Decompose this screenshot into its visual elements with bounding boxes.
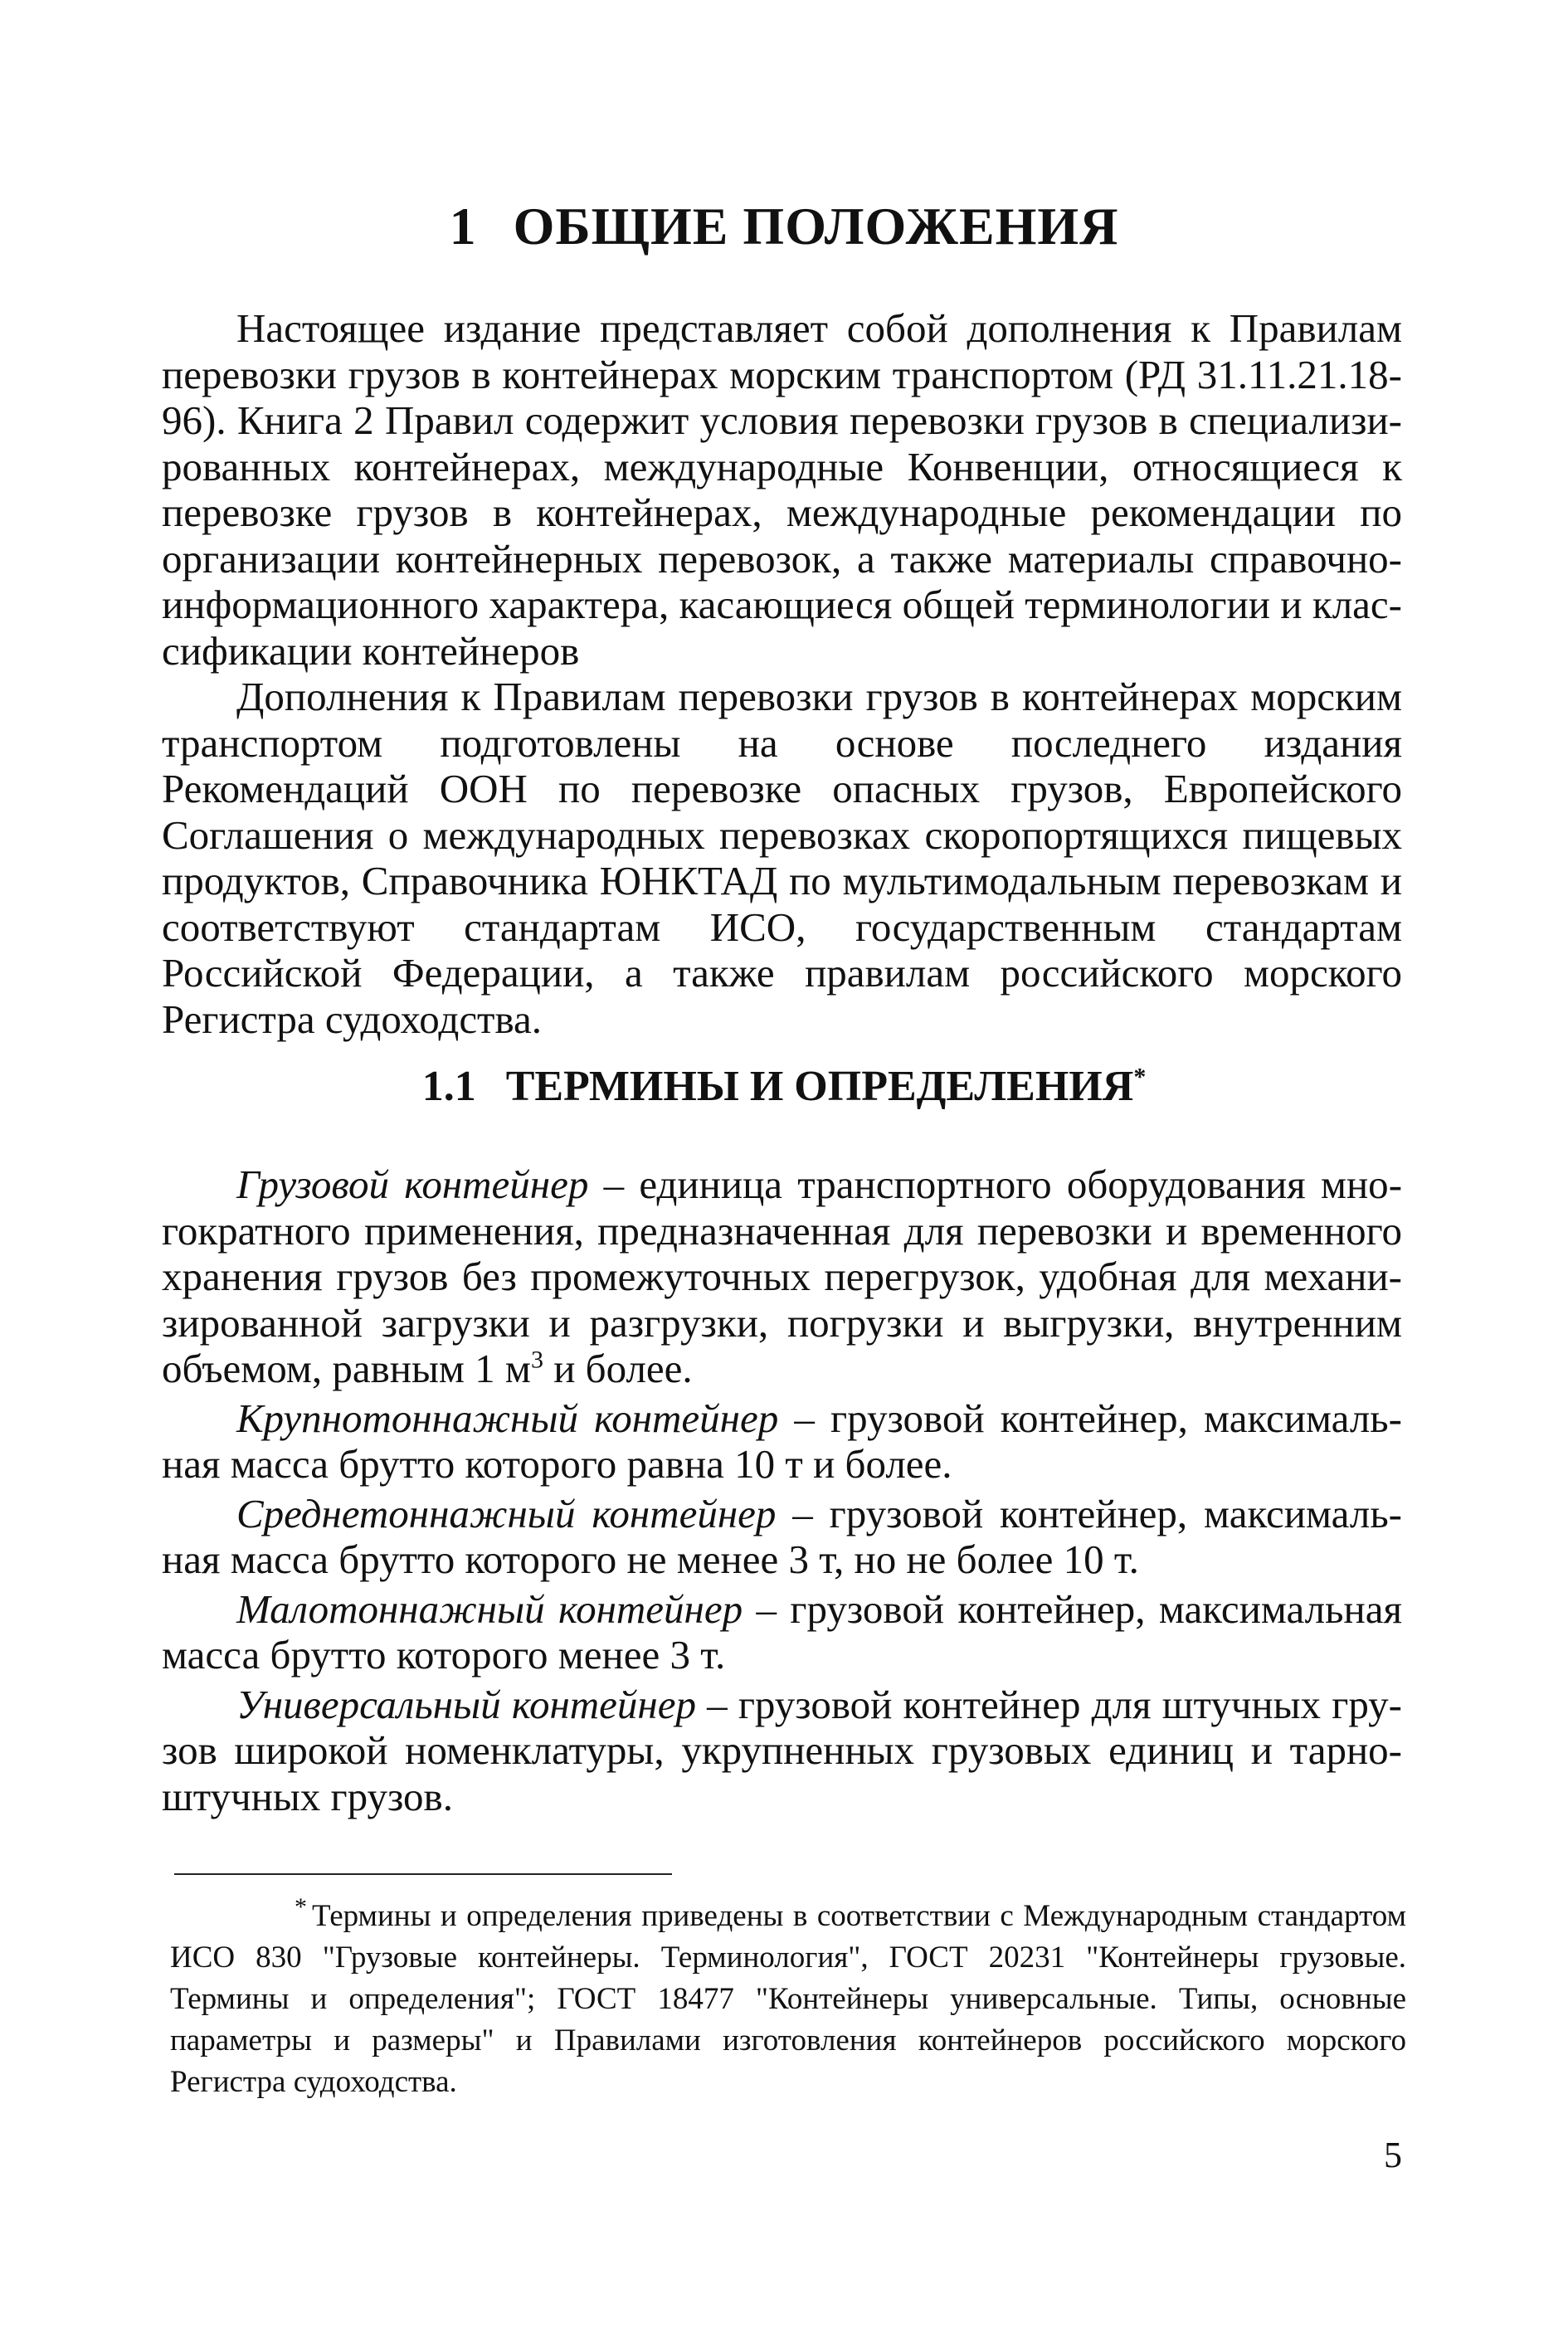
term-definition: [162, 1395, 1402, 1488]
term-name: Среднетоннажный контейнер: [236, 1490, 777, 1536]
footnote-mark: *: [295, 1892, 307, 1921]
term-definition: [162, 1161, 1402, 1392]
section-footnote-mark: *: [1133, 1063, 1147, 1091]
chapter-title: [0, 189, 1568, 264]
term-text-tail: и более.: [543, 1346, 693, 1391]
footnote-divider: [174, 1873, 672, 1875]
term-text: – грузовой контейнер, максимальная масса брутто которого равна 10 т и более.: [162, 1395, 1402, 1487]
footnote: [170, 1892, 1406, 2103]
terms-list: [162, 1161, 1402, 1823]
term-superscript: 3: [530, 1346, 543, 1374]
page-number: 5: [1384, 2135, 1402, 2175]
section-title: [0, 1054, 1568, 1120]
intro-text: [162, 305, 1402, 1042]
intro-paragraph-1: Настоящее издание представляет собой дополнения к Правилам перевозки грузов в контейнерах морским транспортом (РД 31.11.21.18-96). Книга 2 Правил содержит условия перевозки грузов в специализированных контейнерах, международные Конвенции, относящиеся к перевозке грузов в контейнерах, международные рекомендации по организации контейнерных перевозок, а также материалы справочно-информационного характера, касающиеся общей терминологии и классификации контейнеров: [162, 305, 1402, 674]
section-number: 1.1: [421, 1063, 476, 1110]
term-name: Грузовой контейнер: [236, 1161, 589, 1207]
term-definition: [162, 1491, 1402, 1583]
chapter-title-text: ОБЩИЕ ПОЛОЖЕНИЯ: [513, 197, 1119, 256]
footnote-text: Термины и определения приведены в соответствии с Международным стандартом ИСО 830 "Грузовые контейнеры. Терминология", ГОСТ 20231 "Контейнеры грузовые. Термины и определения"; ГОСТ 18477 "Контейнеры универсальные. Типы, основные параметры и размеры" и Правилами изготовления контейнеров российского морского Регистра судоходства.: [170, 1899, 1406, 2099]
term-definition: [162, 1586, 1402, 1678]
term-definition: [162, 1682, 1402, 1820]
term-text: – единица транспортного оборудования многократного применения, предназначенная для перевозки и временного хранения грузов без промежуточных перегрузок, удобная для механизированной загрузки и разгрузки, погрузки и выгрузки, внутренним объемом, равным 1 м: [162, 1161, 1403, 1391]
term-name: Крупнотоннажный контейнер: [236, 1395, 779, 1441]
term-text: – грузовой контейнер для штучных грузов широкой номенклатуры, укрупненных грузовых единиц и тарно-штучных грузов.: [162, 1681, 1402, 1819]
term-name: Малотоннажный контейнер: [236, 1585, 743, 1632]
section-title-text: ТЕРМИНЫ И ОПРЕДЕЛЕНИЯ: [505, 1063, 1134, 1110]
term-name: Универсальный контейнер: [236, 1681, 696, 1727]
term-text: – грузовой контейнер, максимальная масса брутто которого менее 3 т.: [162, 1585, 1402, 1678]
intro-paragraph-2: Дополнения к Правилам перевозки грузов в контейнерах морским транспортом подготовлены на основе последнего издания Рекомендаций ООН по перевозке опасных грузов, Европейского Соглашения о международных перевозках скоропортящихся пищевых продуктов, Справочника ЮНКТАД по мультимодальным перевозкам и соответствуют стандартам ИСО, государственным стандартам Российской Федерации, а также правилам российского морского Регистра судоходства.: [162, 674, 1402, 1042]
term-text: – грузовой контейнер, максимальная масса брутто которого не менее 3 т, но не более 10 т.: [162, 1490, 1402, 1582]
chapter-number: 1: [449, 197, 477, 256]
